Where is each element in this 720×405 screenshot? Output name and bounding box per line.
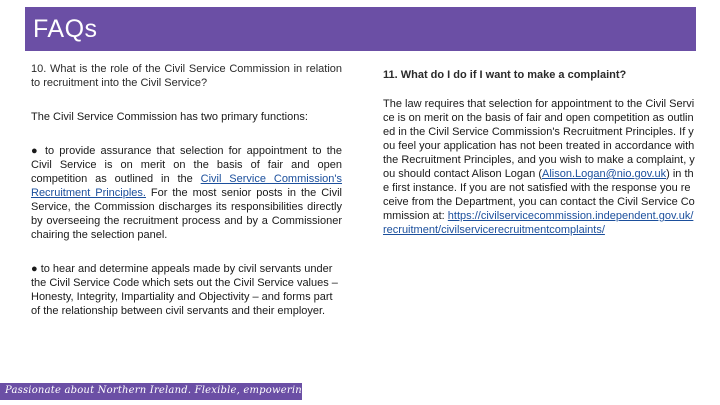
footer-banner — [0, 383, 362, 400]
faq-10-column — [31, 62, 342, 318]
faq-11-column — [383, 62, 695, 237]
email-link[interactable]: Alison.Logan@nio.gov.uk — [542, 168, 667, 180]
footer-tagline: Passionate about Northern Ireland. Flexible, empowering, inclusive — [5, 385, 362, 396]
complaints-url-link[interactable]: https://civilservicecommission.independent.gov.uk/recruitment/civilservicerecruitmentcomplaints/ — [383, 210, 694, 236]
header-bar — [25, 7, 696, 51]
answer-text-cont: ) in the first instance. If you are not satisfied with the response you receive from the Department, you can contact the Civil Service Commission at: — [383, 168, 695, 222]
faq-11-answer — [383, 97, 695, 237]
faq-11-question: 11. What do I do if I want to make a complaint? — [383, 69, 627, 81]
page-title: FAQs — [33, 15, 98, 43]
faq-10-bullet-1 — [31, 144, 342, 242]
recruitment-principles-link[interactable]: Civil Service Commission's Recruitment Principles. — [31, 173, 342, 199]
answer-text: The law requires that selection for appointment to the Civil Service is on merit on the basis of fair and open competition as outlined in the Civil Service Commission's Recruitment Principles. If you feel your application has not been treated in accordance with the Recruitment Principles, and you wish to make a complaint, you should contact Alison Logan ( — [383, 98, 695, 180]
faq-10-bullet-2: ● to hear and determine appeals made by civil servants under the Civil Service Code which sets out the Civil Service values – Honesty, Integrity, Impartiality and Objectivity – and forms part of the relationship between civil servants and their employer. — [31, 263, 338, 317]
bullet-1-text: ● to provide assurance that selection for appointment to the Civil Service is on merit on the basis of fair and open competition as outlined in the — [31, 145, 342, 185]
faq-10-intro: The Civil Service Commission has two primary functions: — [31, 111, 308, 123]
bullet-1-text-end: For the most senior posts in the Civil Service, the Commission discharges its responsibilities directly by overseeing the recruitment process and by a Commissioner chairing the selection panel. — [31, 187, 342, 241]
faq-10-question: 10. What is the role of the Civil Service Commission in relation to recruitment into the Civil Service? — [31, 63, 342, 89]
